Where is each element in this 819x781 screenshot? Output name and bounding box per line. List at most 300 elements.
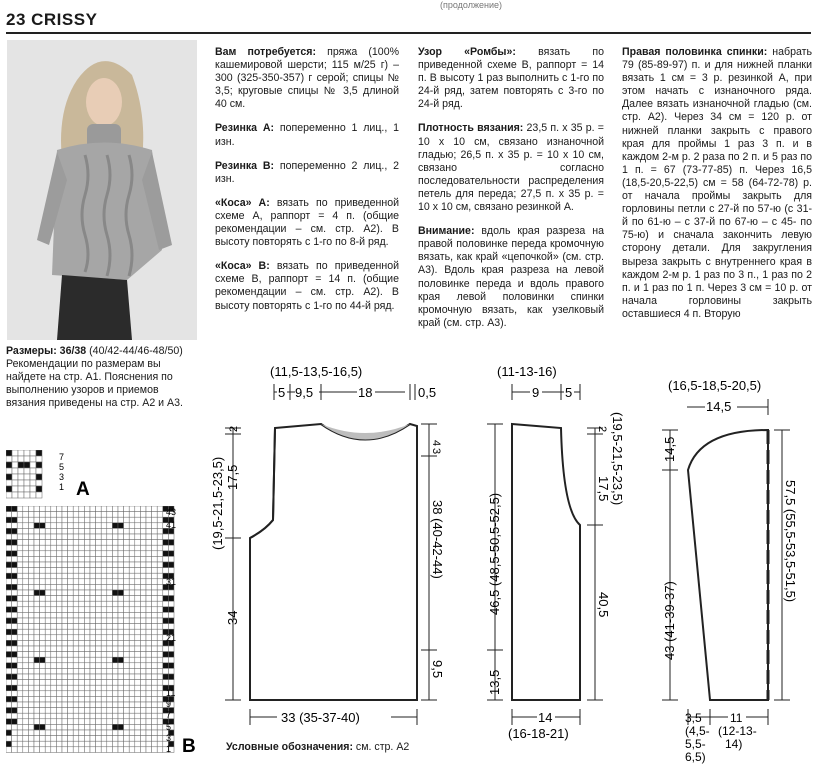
chart-cell	[24, 486, 30, 492]
chart-cell	[34, 512, 40, 518]
chart-cell	[146, 601, 152, 607]
chart-cell	[62, 624, 68, 630]
chart-cell	[17, 612, 23, 618]
chart-cell	[118, 708, 124, 714]
chart-cell	[23, 556, 29, 562]
chart-cell	[73, 696, 79, 702]
chart-cell	[90, 601, 96, 607]
chart-cell	[96, 607, 102, 613]
chart-cell	[101, 736, 107, 742]
chart-cell	[36, 480, 42, 486]
chart-cell	[62, 747, 68, 753]
chart-cell	[84, 685, 90, 691]
chart-cell	[140, 540, 146, 546]
chart-cell	[168, 568, 174, 574]
chart-cell	[79, 668, 85, 674]
chart-cell	[157, 652, 163, 658]
chart-cell	[129, 652, 135, 658]
chart-cell	[168, 674, 174, 680]
chart-cell	[28, 612, 34, 618]
chart-cell	[17, 713, 23, 719]
chart-cell	[23, 596, 29, 602]
chart-cell	[34, 534, 40, 540]
chart-cell	[135, 590, 141, 596]
chart-cell	[118, 640, 124, 646]
chart-cell	[73, 668, 79, 674]
chart-cell	[34, 607, 40, 613]
chart-cell	[157, 517, 163, 523]
chart-cell	[168, 668, 174, 674]
chart-cell	[51, 523, 57, 529]
chart-cell	[6, 646, 12, 652]
chart-cell	[79, 506, 85, 512]
chart-cell	[45, 523, 51, 529]
back-top-total: (11,5-13,5-16,5)	[270, 364, 363, 379]
chart-cell	[36, 474, 42, 480]
chart-b-row-21: 21	[166, 633, 177, 643]
chart-cell	[118, 624, 124, 630]
chart-cell	[73, 691, 79, 697]
chart-cell	[62, 635, 68, 641]
chart-cell	[163, 607, 169, 613]
chart-cell	[62, 607, 68, 613]
chart-cell	[90, 579, 96, 585]
chart-cell	[124, 696, 130, 702]
chart-cell	[90, 691, 96, 697]
chart-cell	[34, 556, 40, 562]
chart-cell	[28, 624, 34, 630]
chart-cell	[135, 551, 141, 557]
chart-cell	[90, 696, 96, 702]
chart-cell	[68, 719, 74, 725]
chart-cell	[12, 730, 18, 736]
chart-cell	[90, 635, 96, 641]
chart-cell	[101, 680, 107, 686]
chart-cell	[40, 624, 46, 630]
chart-cell	[45, 657, 51, 663]
chart-cell	[135, 663, 141, 669]
chart-cell	[34, 708, 40, 714]
chart-cell	[152, 702, 158, 708]
chart-cell	[135, 646, 141, 652]
chart-cell	[73, 663, 79, 669]
front-shoulder-drop: 2	[596, 426, 608, 433]
chart-cell	[96, 506, 102, 512]
chart-cell	[163, 568, 169, 574]
chart-cell	[157, 708, 163, 714]
chart-cell	[6, 607, 12, 613]
chart-a	[6, 450, 91, 502]
chart-cell	[112, 657, 118, 663]
chart-cell	[140, 568, 146, 574]
chart-cell	[40, 663, 46, 669]
chart-cell	[79, 512, 85, 518]
chart-cell	[12, 652, 18, 658]
chart-cell	[112, 568, 118, 574]
chart-cell	[34, 562, 40, 568]
chart-cell	[12, 545, 18, 551]
paragraph-cable-b: «Коса» В: вязать по приведенной схеме В, раппорт = 14 п. (общие рекомендации – см. стр. А2). В высоту повторять с 1-го по 44-й ряд.	[215, 260, 400, 312]
chart-a-letter: A	[76, 479, 90, 500]
chart-cell	[112, 640, 118, 646]
chart-cell	[45, 506, 51, 512]
chart-cell	[79, 612, 85, 618]
chart-cell	[28, 663, 34, 669]
chart-cell	[28, 713, 34, 719]
chart-cell	[62, 736, 68, 742]
chart-cell	[140, 635, 146, 641]
chart-cell	[157, 635, 163, 641]
chart-cell	[12, 663, 18, 669]
chart-cell	[51, 545, 57, 551]
chart-cell	[112, 540, 118, 546]
chart-cell	[146, 685, 152, 691]
chart-cell	[6, 480, 12, 486]
chart-cell	[24, 468, 30, 474]
chart-cell	[68, 607, 74, 613]
chart-cell	[84, 590, 90, 596]
chart-cell	[12, 462, 18, 468]
chart-cell	[107, 523, 113, 529]
chart-cell	[112, 562, 118, 568]
chart-cell	[140, 618, 146, 624]
chart-cell	[84, 713, 90, 719]
chart-cell	[135, 612, 141, 618]
chart-cell	[90, 556, 96, 562]
chart-cell	[28, 506, 34, 512]
chart-cell	[45, 635, 51, 641]
chart-cell	[40, 741, 46, 747]
chart-cell	[79, 736, 85, 742]
chart-cell	[45, 668, 51, 674]
chart-cell	[45, 708, 51, 714]
chart-cell	[51, 517, 57, 523]
chart-cell	[34, 668, 40, 674]
chart-cell	[146, 579, 152, 585]
chart-cell	[45, 736, 51, 742]
chart-cell	[28, 635, 34, 641]
chart-cell	[40, 540, 46, 546]
chart-cell	[118, 719, 124, 725]
chart-cell	[84, 551, 90, 557]
chart-cell	[124, 607, 130, 613]
chart-cell	[73, 736, 79, 742]
chart-cell	[146, 657, 152, 663]
chart-cell	[62, 551, 68, 557]
chart-cell	[62, 523, 68, 529]
chart-cell	[140, 607, 146, 613]
chart-cell	[51, 747, 57, 753]
chart-cell	[129, 674, 135, 680]
chart-cell	[40, 702, 46, 708]
chart-cell	[101, 512, 107, 518]
chart-cell	[96, 545, 102, 551]
back-top-mid: 9,5	[295, 385, 314, 400]
chart-cell	[101, 545, 107, 551]
chart-cell	[40, 696, 46, 702]
chart-cell	[17, 741, 23, 747]
chart-cell	[62, 674, 68, 680]
chart-cell	[84, 601, 90, 607]
chart-cell	[79, 624, 85, 630]
chart-cell	[84, 719, 90, 725]
chart-cell	[107, 657, 113, 663]
chart-cell	[129, 568, 135, 574]
chart-cell	[68, 741, 74, 747]
chart-cell	[152, 512, 158, 518]
back-armhole-main: 17,5	[225, 464, 240, 490]
chart-cell	[34, 612, 40, 618]
chart-cell	[146, 540, 152, 546]
chart-cell	[146, 506, 152, 512]
chart-cell	[68, 640, 74, 646]
chart-cell	[129, 668, 135, 674]
chart-cell	[56, 556, 62, 562]
chart-cell	[62, 629, 68, 635]
chart-cell	[73, 708, 79, 714]
chart-cell	[68, 680, 74, 686]
chart-cell	[107, 506, 113, 512]
chart-cell	[96, 663, 102, 669]
chart-cell	[6, 668, 12, 674]
chart-cell	[28, 596, 34, 602]
chart-cell	[112, 741, 118, 747]
chart-cell	[118, 612, 124, 618]
chart-cell	[40, 652, 46, 658]
front-right-low: 40,5	[596, 592, 611, 618]
chart-cell	[124, 724, 130, 730]
chart-cell	[17, 719, 23, 725]
chart-cell	[45, 579, 51, 585]
chart-cell	[62, 741, 68, 747]
chart-cell	[40, 680, 46, 686]
chart-cell	[6, 468, 12, 474]
chart-cell	[56, 517, 62, 523]
chart-cell	[90, 741, 96, 747]
chart-cell	[140, 668, 146, 674]
chart-cell	[129, 596, 135, 602]
chart-cell	[118, 668, 124, 674]
chart-cell	[6, 486, 12, 492]
chart-cell	[107, 719, 113, 725]
chart-cell	[79, 556, 85, 562]
chart-cell	[68, 730, 74, 736]
chart-cell	[90, 629, 96, 635]
chart-cell	[62, 562, 68, 568]
chart-cell	[68, 674, 74, 680]
chart-cell	[56, 708, 62, 714]
chart-cell	[168, 534, 174, 540]
chart-cell	[73, 747, 79, 753]
chart-cell	[17, 512, 23, 518]
chart-cell	[24, 474, 30, 480]
chart-cell	[168, 551, 174, 557]
chart-cell	[90, 708, 96, 714]
chart-cell	[28, 702, 34, 708]
legend-label: Условные обозначения:	[226, 741, 353, 753]
chart-cell	[101, 652, 107, 658]
chart-cell	[12, 618, 18, 624]
chart-cell	[163, 562, 169, 568]
chart-cell	[56, 506, 62, 512]
chart-cell	[51, 556, 57, 562]
chart-cell	[34, 646, 40, 652]
chart-cell	[24, 492, 30, 498]
chart-cell	[12, 624, 18, 630]
chart-cell	[129, 629, 135, 635]
model-illustration	[7, 40, 197, 340]
chart-cell	[23, 702, 29, 708]
chart-cell	[28, 691, 34, 697]
chart-cell	[163, 545, 169, 551]
chart-cell	[96, 719, 102, 725]
chart-cell	[6, 736, 12, 742]
chart-cell	[96, 646, 102, 652]
chart-cell	[68, 696, 74, 702]
chart-cell	[124, 568, 130, 574]
chart-cell	[6, 590, 12, 596]
chart-cell	[112, 590, 118, 596]
chart-cell	[129, 540, 135, 546]
chart-cell	[107, 579, 113, 585]
chart-cell	[140, 702, 146, 708]
chart-cell	[17, 534, 23, 540]
chart-cell	[79, 702, 85, 708]
chart-cell	[56, 612, 62, 618]
chart-cell	[107, 556, 113, 562]
chart-cell	[107, 629, 113, 635]
chart-cell	[157, 506, 163, 512]
chart-cell	[28, 747, 34, 753]
chart-cell	[62, 646, 68, 652]
chart-cell	[101, 568, 107, 574]
chart-cell	[45, 590, 51, 596]
chart-cell	[45, 568, 51, 574]
chart-cell	[28, 696, 34, 702]
chart-cell	[17, 573, 23, 579]
chart-cell	[124, 545, 130, 551]
chart-cell	[56, 584, 62, 590]
chart-cell	[135, 618, 141, 624]
chart-cell	[157, 596, 163, 602]
chart-cell	[146, 624, 152, 630]
chart-cell	[6, 702, 12, 708]
chart-cell	[96, 730, 102, 736]
chart-cell	[101, 724, 107, 730]
chart-cell	[73, 601, 79, 607]
chart-cell	[124, 624, 130, 630]
chart-cell	[6, 528, 12, 534]
chart-cell	[34, 624, 40, 630]
chart-cell	[45, 674, 51, 680]
chart-cell	[90, 663, 96, 669]
chart-cell	[23, 607, 29, 613]
chart-cell	[168, 646, 174, 652]
chart-cell	[40, 640, 46, 646]
chart-cell	[34, 618, 40, 624]
chart-cell	[135, 540, 141, 546]
chart-cell	[112, 668, 118, 674]
chart-cell	[84, 730, 90, 736]
chart-cell	[129, 562, 135, 568]
chart-cell	[146, 719, 152, 725]
chart-cell	[140, 646, 146, 652]
chart-cell	[96, 680, 102, 686]
chart-cell	[79, 579, 85, 585]
chart-cell	[135, 719, 141, 725]
chart-cell	[101, 540, 107, 546]
chart-cell	[129, 512, 135, 518]
chart-cell	[6, 573, 12, 579]
chart-cell	[135, 562, 141, 568]
chart-cell	[157, 601, 163, 607]
chart-cell	[68, 747, 74, 753]
chart-cell	[112, 517, 118, 523]
chart-cell	[129, 517, 135, 523]
chart-cell	[56, 741, 62, 747]
chart-cell	[129, 618, 135, 624]
chart-cell	[157, 562, 163, 568]
chart-cell	[163, 556, 169, 562]
chart-cell	[101, 668, 107, 674]
chart-cell	[146, 612, 152, 618]
chart-cell	[168, 596, 174, 602]
chart-cell	[96, 696, 102, 702]
chart-cell	[73, 635, 79, 641]
chart-cell	[30, 450, 36, 456]
chart-cell	[17, 517, 23, 523]
chart-cell	[84, 579, 90, 585]
chart-cell	[51, 584, 57, 590]
sizes-main: 36/38	[56, 345, 87, 357]
front-top-right: 5	[565, 385, 573, 400]
chart-cell	[12, 573, 18, 579]
chart-cell	[135, 506, 141, 512]
chart-cell	[140, 624, 146, 630]
chart-cell	[6, 601, 12, 607]
chart-cell	[157, 624, 163, 630]
chart-cell	[23, 696, 29, 702]
chart-cell	[124, 747, 130, 753]
chart-cell	[135, 545, 141, 551]
chart-cell	[84, 562, 90, 568]
chart-cell	[118, 607, 124, 613]
chart-cell	[146, 562, 152, 568]
chart-cell	[112, 708, 118, 714]
chart-cell	[107, 596, 113, 602]
chart-cell	[168, 680, 174, 686]
chart-cell	[40, 724, 46, 730]
chart-cell	[101, 551, 107, 557]
chart-cell	[51, 657, 57, 663]
chart-cell	[73, 674, 79, 680]
chart-cell	[68, 618, 74, 624]
chart-cell	[51, 691, 57, 697]
chart-cell	[12, 741, 18, 747]
chart-cell	[23, 551, 29, 557]
sleeve-bottom-size-4: 14)	[725, 737, 743, 751]
chart-cell	[62, 668, 68, 674]
chart-b-row-5: 5	[166, 722, 172, 732]
chart-cell	[135, 640, 141, 646]
chart-cell	[79, 635, 85, 641]
chart-cell	[146, 668, 152, 674]
chart-cell	[51, 719, 57, 725]
chart-cell	[56, 528, 62, 534]
chart-cell	[140, 551, 146, 557]
chart-cell	[12, 674, 18, 680]
chart-cell	[146, 730, 152, 736]
